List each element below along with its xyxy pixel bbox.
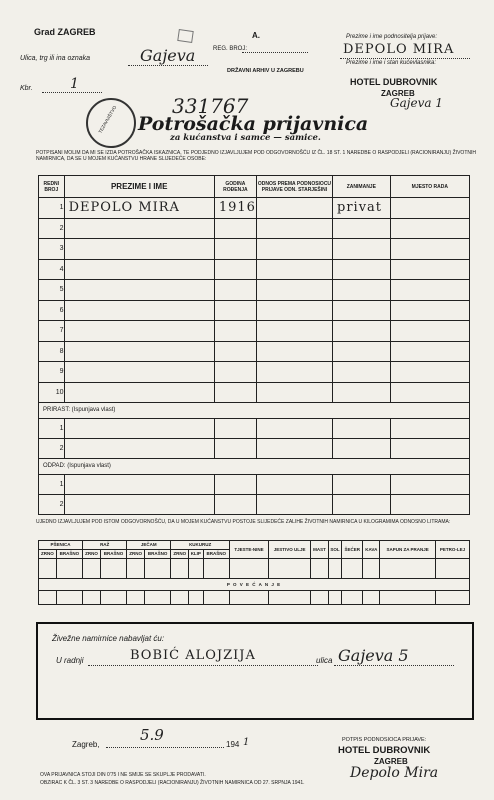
row-year: [214, 259, 256, 280]
row-year: [214, 341, 256, 362]
footer-note-2: OBZIRAC K ČL. 3 ST. 3 NAREDBE O RASPODJELI (RACIONIRANJU) ŽIVOTNIH NAMIRNICA OD 27. SRPNJA 1941.: [40, 780, 305, 786]
row-relation: [256, 280, 332, 301]
hotel-handwritten: Gajeva 1: [390, 96, 443, 110]
single-sapun: SAPUN ZA PRANJE: [380, 541, 436, 559]
footer-hotel-name: HOTEL DUBROVNIK: [338, 745, 431, 756]
shop-value: BOBIĆ ALOJZIJA: [130, 648, 256, 663]
date-line: [106, 747, 224, 748]
empty-cell: [214, 475, 256, 495]
row-relation: [256, 218, 332, 239]
table-row: [39, 259, 470, 280]
header-year: GODINA ROĐENJA: [214, 176, 256, 198]
house-line: [42, 92, 102, 93]
povecanje-label: P O V E Ć A N J E: [39, 579, 470, 591]
supply-cell: [127, 591, 145, 605]
row-number: 10: [39, 382, 65, 403]
supply-cell: [311, 591, 329, 605]
stamp-mark: [177, 29, 194, 43]
empty-cell: [214, 439, 256, 459]
row-occupation: [333, 382, 391, 403]
table-row: [39, 321, 470, 342]
supply-cell: [171, 591, 189, 605]
row-year: [214, 218, 256, 239]
row-number: 1: [39, 198, 65, 219]
letter-a: A.: [252, 31, 260, 40]
supply-cell: [39, 591, 57, 605]
empty-cell: [64, 475, 214, 495]
supply-cell: [380, 559, 436, 579]
hotel-city: ZAGREB: [381, 89, 415, 98]
row-name: [64, 259, 214, 280]
reg-line: [242, 52, 308, 53]
row-number: 2: [39, 218, 65, 239]
stamp-text: TEZAVNIŠTVO: [97, 104, 118, 135]
row-number: 4: [39, 259, 65, 280]
table-row: [39, 341, 470, 362]
row-year: [214, 300, 256, 321]
single-ulje: JESTIVO ULJE: [268, 541, 310, 559]
table-row: [39, 218, 470, 239]
city-label: Grad ZAGREB: [34, 27, 96, 37]
single-kava: KAVA: [363, 541, 380, 559]
row-number: 8: [39, 341, 65, 362]
row-number: 6: [39, 300, 65, 321]
supply-cell: [171, 559, 189, 579]
empty-cell: [214, 495, 256, 515]
row-number: 9: [39, 362, 65, 383]
supply-cell: [380, 591, 436, 605]
house-label: Kbr.: [20, 85, 33, 92]
supplies-table: [38, 540, 470, 605]
footer-place: Zagreb,: [72, 740, 100, 749]
header-occupation: ZANIMANJE: [333, 176, 391, 198]
supply-cell: [144, 559, 170, 579]
prirast-label: PRIRAST: (Ispunjava vlast): [39, 403, 470, 419]
supply-cell: [39, 559, 57, 579]
supply-cell: [328, 559, 341, 579]
supply-cell: [189, 591, 204, 605]
supply-cell: [127, 559, 145, 579]
row-year: [214, 239, 256, 260]
supply-cell: [311, 559, 329, 579]
empty-cell: [64, 419, 214, 439]
table-row: [39, 475, 470, 495]
table-row: [39, 382, 470, 403]
row-workplace: [390, 259, 469, 280]
row-workplace: [390, 239, 469, 260]
table-row: [39, 495, 470, 515]
row-workplace: [390, 218, 469, 239]
footer-hotel-city: ZAGREB: [374, 757, 408, 766]
row-name: [64, 382, 214, 403]
row-name: [64, 362, 214, 383]
row-workplace: [390, 382, 469, 403]
empty-cell: [333, 439, 391, 459]
supply-cell: [100, 591, 126, 605]
supplies-statement: UJEDNO IZJAVLJUJEM POD ISTOM ODGOVORNOŠĆU, DA U MOJEM KUĆANSTVU POSTOJE SLIJEDEĆE ZALIHE ŽIVOTNIH NAMIRNICA U KILOGRAMIMA ODNOSNO LITRAMA:: [36, 519, 451, 525]
footer-date: 5.9: [140, 726, 164, 744]
table-row: [39, 300, 470, 321]
row-relation: [256, 300, 332, 321]
row-year: [214, 382, 256, 403]
group-kukuruz: KUKURUZ: [171, 541, 230, 550]
table-row: [39, 362, 470, 383]
supply-cell: [83, 591, 101, 605]
row-year: [214, 280, 256, 301]
sub-header: BRAŠNO: [203, 550, 229, 559]
row-workplace: [390, 341, 469, 362]
row-number: 2: [39, 439, 65, 459]
group-psenica: PŠENICA: [39, 541, 83, 550]
supply-cell: [83, 559, 101, 579]
row-number: 3: [39, 239, 65, 260]
single-petrolej: PETRO-LEJ: [436, 541, 470, 559]
supply-cell: [436, 591, 470, 605]
supply-cell: [342, 591, 363, 605]
row-occupation: [333, 218, 391, 239]
shop-label: U radnji: [56, 656, 84, 665]
row-workplace: [390, 362, 469, 383]
single-secer: ŠEĆER: [342, 541, 363, 559]
row-number: 2: [39, 495, 65, 515]
footer-year-suffix: 1: [243, 737, 250, 748]
declaration-text: POTPISANI MOLIM DA MI SE IZDA POTROŠAČKA ISKAZNICA, TE PODJEDNO IZJAVLJUJEM POD ODGOVORNOŠĆU IZ ČL. 18 ST. 1 NAREDBE O RASPODJELI (RACIONIRANJU) ŽIVOTNIH NAMIRNICA, DA SE U MOJEM KUĆANSTVU HRANE SLIJEDEĆE OSOBE:: [36, 150, 476, 162]
row-number: 1: [39, 419, 65, 439]
supply-cell: [230, 591, 269, 605]
row-occupation: [333, 259, 391, 280]
row-relation: [256, 382, 332, 403]
row-name: [64, 321, 214, 342]
single-mast: MAST: [311, 541, 329, 559]
empty-cell: [390, 419, 469, 439]
row-relation: [256, 321, 332, 342]
row-number: 1: [39, 475, 65, 495]
row-relation: [256, 362, 332, 383]
street-value: Gajeva: [140, 46, 196, 65]
archive-stamp: DRŽAVNI ARHIV U ZAGREBU: [227, 68, 304, 74]
supply-cell: [328, 591, 341, 605]
row-number: 7: [39, 321, 65, 342]
supply-cell: [56, 591, 82, 605]
applicant-line: [340, 58, 470, 59]
applicant-value: DEPOLO MIRA: [343, 42, 455, 57]
supply-cell: [436, 559, 470, 579]
row-occupation: privat: [333, 198, 391, 219]
single-sol: SOL: [328, 541, 341, 559]
row-year: 1916: [214, 198, 256, 219]
row-year: [214, 321, 256, 342]
table-row: [39, 280, 470, 301]
empty-cell: [256, 419, 332, 439]
table-row: [39, 198, 470, 219]
header-relation: ODNOS PREMA PODNOSIOCU PRIJAVE ODN. STARJEŠINI: [256, 176, 332, 198]
street-line: [128, 65, 208, 66]
row-occupation: [333, 321, 391, 342]
supply-cell: [268, 559, 310, 579]
shop-line: [88, 665, 318, 666]
supply-cell: [56, 559, 82, 579]
row-name: [64, 218, 214, 239]
sub-header: ZRNO: [39, 550, 57, 559]
row-occupation: [333, 341, 391, 362]
persons-table: [38, 175, 470, 515]
row-name: [64, 239, 214, 260]
street-label: Ulica, trg ili ina oznaka: [20, 55, 91, 62]
row-workplace: [390, 198, 469, 219]
sub-header: BRAŠNO: [144, 550, 170, 559]
empty-cell: [333, 475, 391, 495]
supply-cell: [268, 591, 310, 605]
signature: Depolo Mira: [350, 765, 439, 781]
round-stamp: [86, 98, 136, 148]
row-occupation: [333, 362, 391, 383]
empty-cell: [64, 439, 214, 459]
supply-cell: [342, 559, 363, 579]
sub-header: BRAŠNO: [56, 550, 82, 559]
sub-header: ZRNO: [83, 550, 101, 559]
supply-cell: [203, 591, 229, 605]
row-name: [64, 341, 214, 362]
empty-cell: [256, 475, 332, 495]
sub-header: KLIP: [189, 550, 204, 559]
table-row: [39, 419, 470, 439]
empty-cell: [214, 419, 256, 439]
row-occupation: [333, 280, 391, 301]
supply-cell: [189, 559, 204, 579]
row-relation: [256, 341, 332, 362]
row-relation: [256, 259, 332, 280]
empty-cell: [256, 495, 332, 515]
form-subtitle: za kućanstva i samce — samice.: [170, 133, 321, 143]
row-occupation: [333, 239, 391, 260]
purchase-street-line: [334, 665, 454, 666]
empty-cell: [390, 439, 469, 459]
supply-cell: [230, 559, 269, 579]
supply-cell: [363, 559, 380, 579]
row-workplace: [390, 280, 469, 301]
group-jecam: JEČAM: [127, 541, 171, 550]
purchase-label: Živežne namirnice nabavljat ću:: [52, 634, 165, 643]
row-number: 5: [39, 280, 65, 301]
purchase-box: [36, 622, 474, 720]
purchase-street-label: ulica: [316, 656, 333, 665]
row-name: [64, 300, 214, 321]
row-occupation: [333, 300, 391, 321]
footer-note-1: OVA PRIJAVNICA STOJI DIN 0'75 I NE SMIJE SE SKUPLJE PRODAVATI.: [40, 772, 206, 778]
row-year: [214, 362, 256, 383]
row-name: DEPOLO MIRA: [64, 198, 214, 219]
form-title: Potrošačka prijavnica: [138, 113, 369, 135]
table-row: [39, 439, 470, 459]
header-redni-broj: REDNI BROJ: [39, 176, 65, 198]
supply-cell: [203, 559, 229, 579]
doc-number: 331767: [172, 94, 249, 118]
table-header-row: [39, 176, 470, 198]
table-row: [39, 239, 470, 260]
owner-label: Prezime i ime i stan kućevlasnika:: [346, 60, 437, 66]
row-relation: [256, 239, 332, 260]
header-name: PREZIME I IME: [64, 176, 214, 198]
applicant-label: Prezime i ime podnositelja prijave:: [346, 34, 438, 40]
empty-cell: [256, 439, 332, 459]
single-tjestenine: TJESTE-NINE: [230, 541, 269, 559]
row-workplace: [390, 300, 469, 321]
empty-cell: [333, 419, 391, 439]
supply-cell: [363, 591, 380, 605]
sign-label: POTPIS PODNOSIOCA PRIJAVE:: [342, 737, 427, 743]
empty-cell: [333, 495, 391, 515]
empty-cell: [390, 495, 469, 515]
footer-year: 194: [226, 740, 240, 749]
sub-header: ZRNO: [171, 550, 189, 559]
supply-cell: [100, 559, 126, 579]
sub-header: ZRNO: [127, 550, 145, 559]
row-relation: [256, 198, 332, 219]
group-raz: RAŽ: [83, 541, 127, 550]
purchase-street-value: Gajeva 5: [338, 646, 409, 665]
hotel-name: HOTEL DUBROVNIK: [350, 77, 438, 87]
house-value: 1: [70, 76, 79, 92]
empty-cell: [390, 475, 469, 495]
supply-cell: [144, 591, 170, 605]
header-workplace: MJESTO RADA: [390, 176, 469, 198]
row-workplace: [390, 321, 469, 342]
empty-cell: [64, 495, 214, 515]
sub-header: BRAŠNO: [100, 550, 126, 559]
reg-label: REG. BROJ:: [213, 46, 248, 52]
row-name: [64, 280, 214, 301]
odpad-label: ODPAD: (Ispunjava vlast): [39, 459, 470, 475]
